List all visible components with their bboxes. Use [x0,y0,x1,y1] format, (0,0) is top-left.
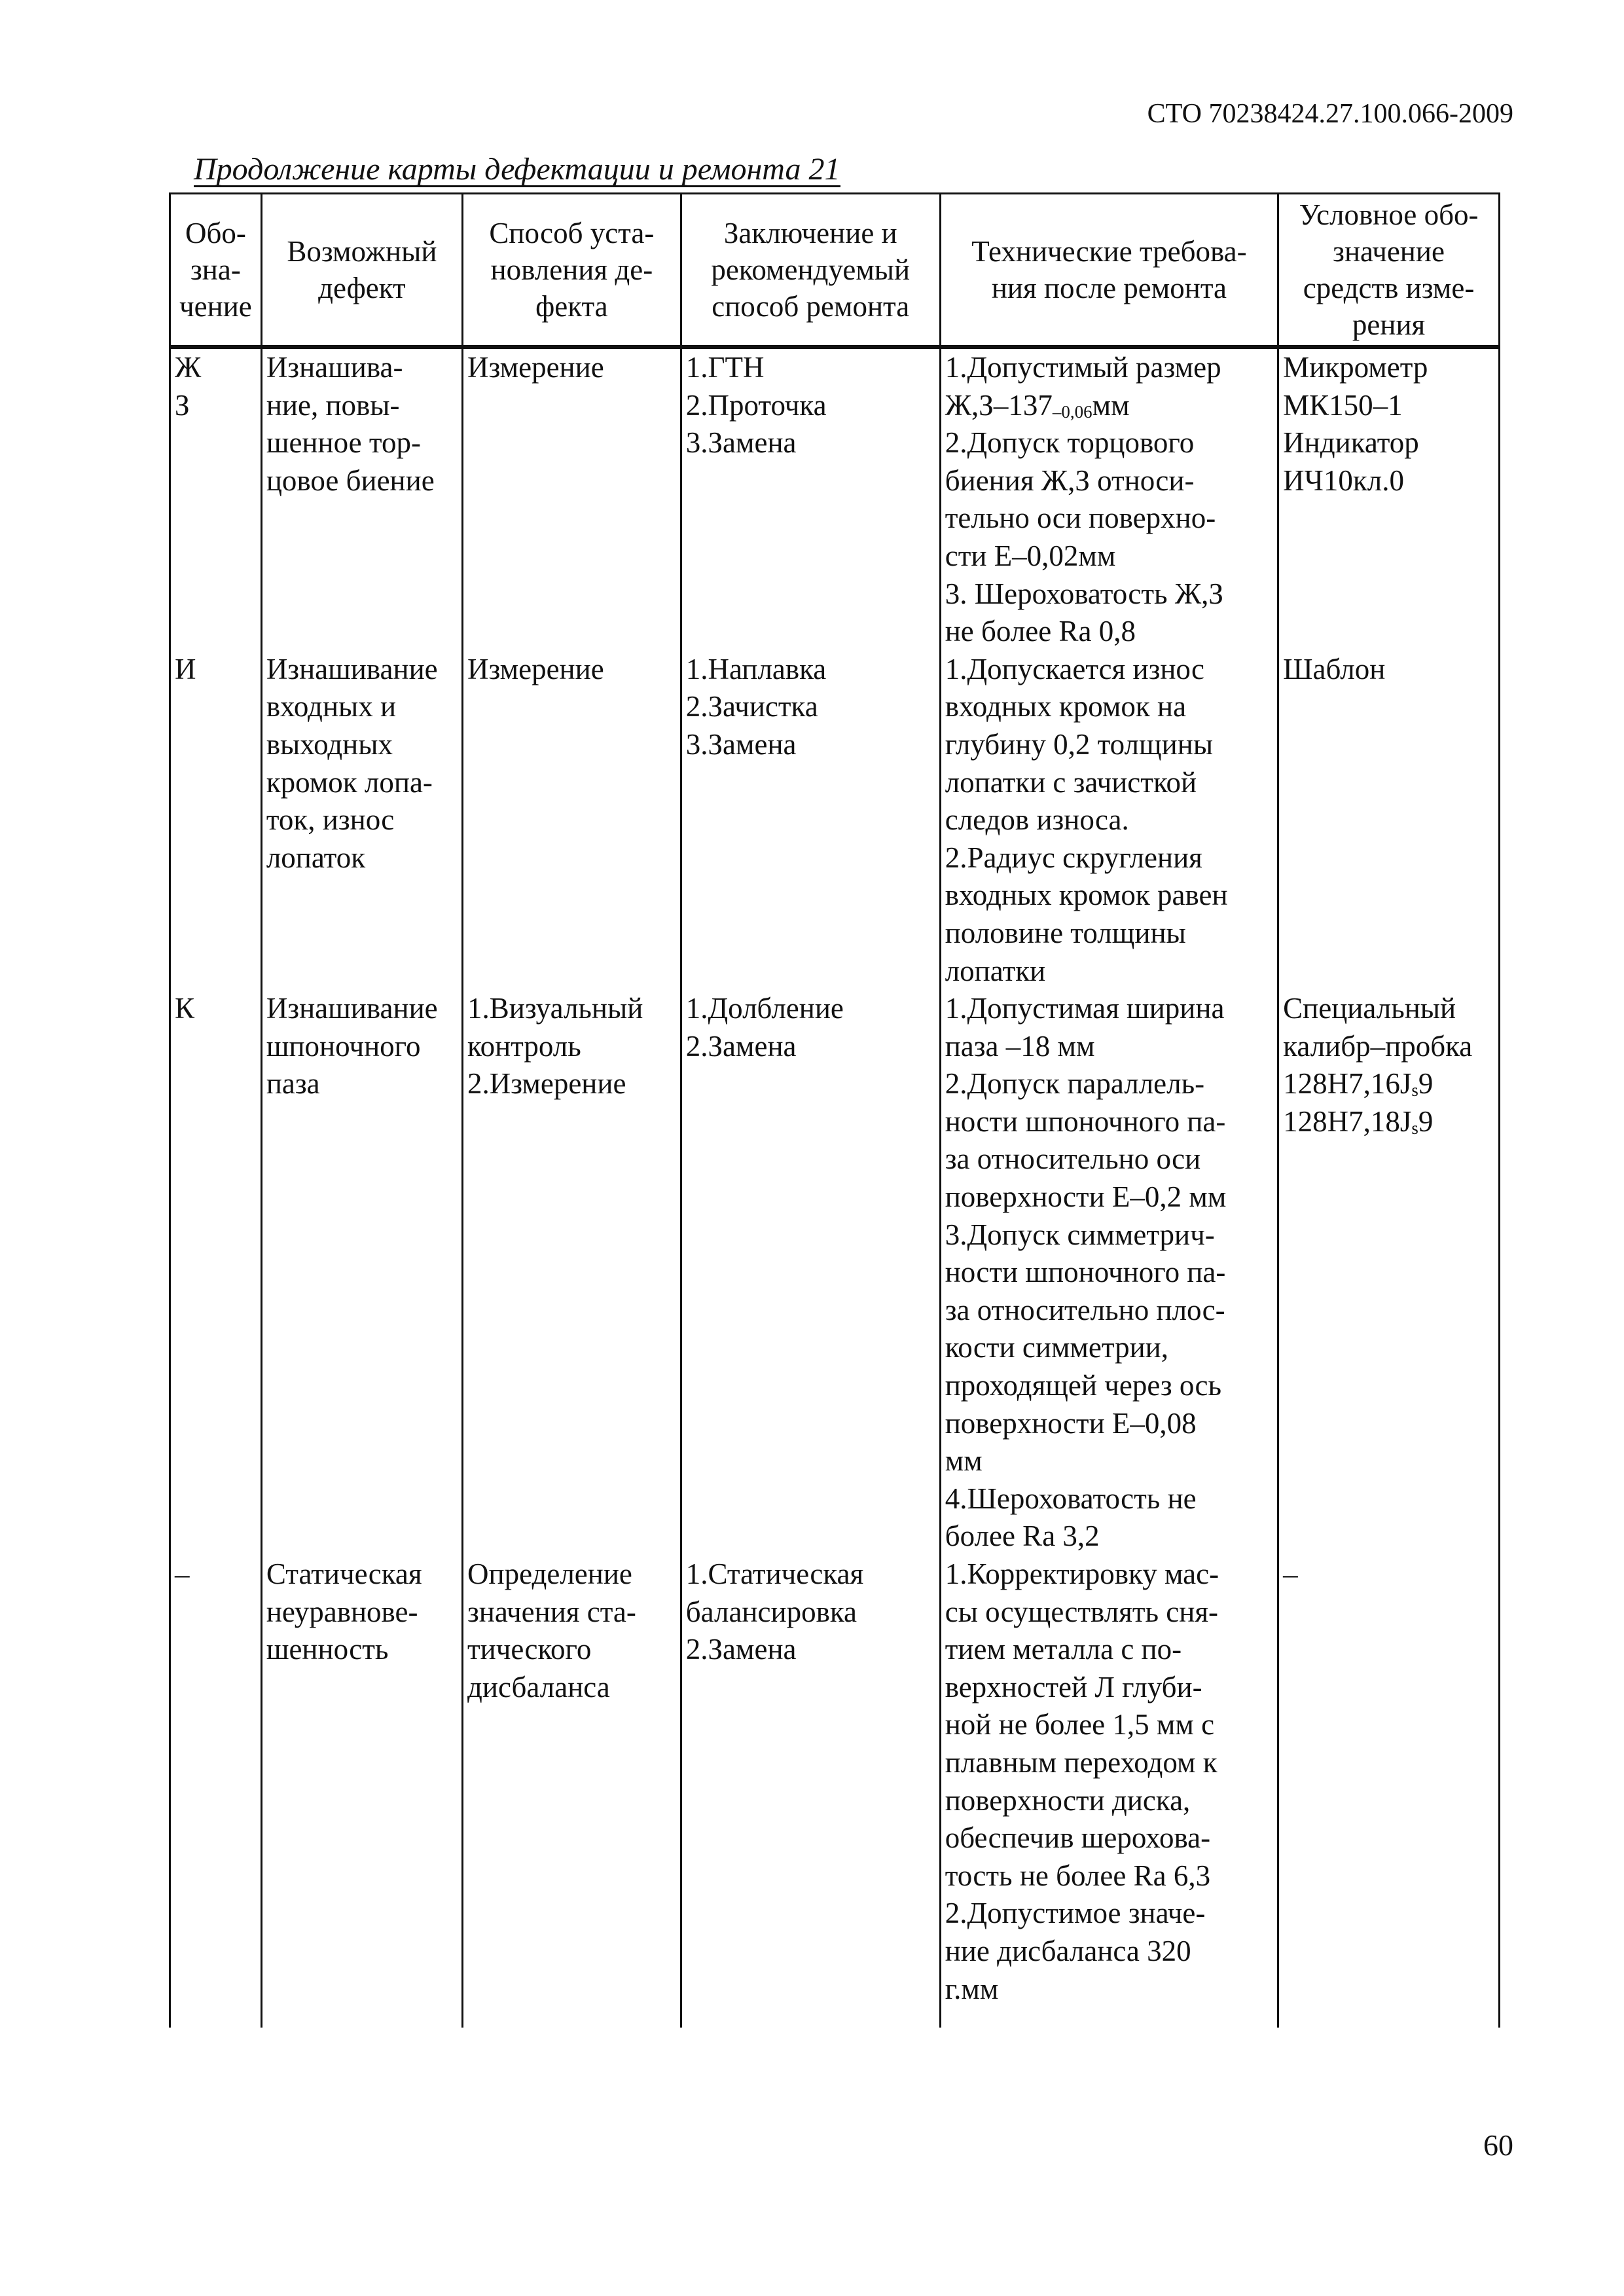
cell-designation: К [170,990,262,1556]
document-code: СТО 70238424.27.100.066-2009 [1147,99,1513,129]
header-technical-requirements: Технические требова- ния после ремонта [940,194,1278,348]
cell-designation: – [170,1556,262,2008]
cell-defect: Изнашивание входных и выходных кромок лопа- ток, износ лопаток [261,651,462,990]
cell-tech-requirements: 1.Допустимый размер $Ж,З-137_{-0,06}мм$ 2.Допуск торцового биения Ж,З относи- тельно оси поверхно- сти Е–0,02мм 3. Шероховатость Ж,З не более Ra 0,8 [940,347,1278,651]
header-possible-defect: Возможный дефект [261,194,462,348]
header-measurement-tools: Условное обо- значение средств изме- рения [1278,194,1500,348]
cell-defect: Изнашивание шпоночного паза [261,990,462,1556]
table-caption: Продолжение карты дефектации и ремонта 21 [194,151,840,189]
cell-repair: 1.Долбление 2.Замена [681,990,940,1556]
cell-tools: – [1278,1556,1500,2008]
table-header-row [170,194,1500,348]
cell-method: 1.Визуальный контроль 2.Измерение [463,990,681,1556]
cell-tools: Специальный калибр–пробка $128H7,16J_s9$ $128H7,18J_s9$ [1278,990,1500,1556]
cell-tools: Микрометр МК150–1 Индикатор ИЧ10кл.0 [1278,347,1500,651]
table-row [170,347,1500,651]
table-row [170,651,1500,990]
header-repair-method: Заключение и рекомендуемый способ ремонта [681,194,940,348]
table-row-tail [170,2008,1500,2028]
header-detection-method: Способ уста- новления де- фекта [463,194,681,348]
cell-empty [1278,2008,1500,2028]
cell-defect: Изнашива- ние, повы- шенное тор- цовое биение [261,347,462,651]
cell-method: Измерение [463,651,681,990]
page-number: 60 [1483,2128,1513,2162]
defect-repair-table [169,192,1500,2028]
cell-empty [681,2008,940,2028]
header-designation: Обо- зна- чение [170,194,262,348]
cell-defect: Статическая неуравнове- шенность [261,1556,462,2008]
cell-repair: 1.Статическая балансировка 2.Замена [681,1556,940,2008]
cell-designation: Ж З [170,347,262,651]
cell-empty [940,2008,1278,2028]
cell-method: Определение значения ста- тического дисбаланса [463,1556,681,2008]
cell-tech-requirements: 1.Допускается износ входных кромок на глубину 0,2 толщины лопатки с зачисткой следов износа. 2.Радиус скругления входных кромок равен половине толщины лопатки [940,651,1278,990]
cell-repair: 1.Наплавка 2.Зачистка 3.Замена [681,651,940,990]
cell-tech-requirements: 1.Допустимая ширина паза –18 мм 2.Допуск параллель- ности шпоночного па- за относительно оси поверхности Е–0,2 мм 3.Допуск симметрич- ности шпоночного па- за относительно плос- кости симметрии, проходящей через ось поверхности Е–0,08 мм 4.Шероховатость не более Ra 3,2 [940,990,1278,1556]
cell-empty [261,2008,462,2028]
cell-designation: И [170,651,262,990]
cell-tools: Шаблон [1278,651,1500,990]
table-row [170,990,1500,1556]
cell-empty [463,2008,681,2028]
cell-tech-requirements: 1.Корректировку мас- сы осуществлять сня- тием металла с по- верхностей Л глуби- ной не более 1,5 мм с плавным переходом к поверхности диска, обеспечив шерохова- тость не более Ra 6,3 2.Допустимое значе- ние дисбаланса 320 г.мм [940,1556,1278,2008]
cell-method: Измерение [463,347,681,651]
cell-repair: 1.ГТН 2.Проточка 3.Замена [681,347,940,651]
table-row [170,1556,1500,2008]
cell-empty [170,2008,262,2028]
